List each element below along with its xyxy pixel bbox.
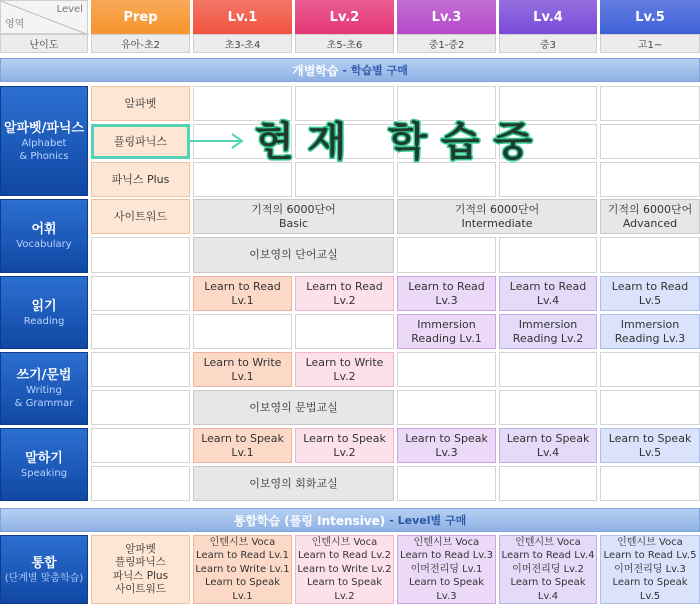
course-immersion-lv3[interactable]: Immersion Reading Lv.3 — [600, 314, 700, 349]
course-speak-lv1[interactable]: Learn to Speak Lv.1 — [193, 428, 292, 463]
band-individual-title: 개별학습 — [292, 63, 339, 78]
category-vocab — [0, 199, 88, 273]
category-speaking-en: Speaking — [20, 467, 68, 479]
corner-area-label: 영역 — [5, 19, 25, 30]
empty-cell — [397, 162, 496, 197]
category-integrated — [0, 535, 88, 604]
course-immersion-lv1[interactable]: Immersion Reading Lv.1 — [397, 314, 496, 349]
empty-cell — [499, 390, 597, 425]
course-sight-words[interactable]: 사이트워드 — [91, 199, 190, 234]
level-header-1: Lv.1 — [193, 0, 292, 34]
empty-cell — [600, 124, 700, 159]
empty-cell — [397, 237, 496, 273]
level-sub-0: 유아-초2 — [91, 34, 190, 53]
category-vocab-ko: 어휘 — [31, 222, 57, 237]
empty-cell — [397, 352, 496, 387]
course-read-lv1[interactable]: Learn to Read Lv.1 — [193, 276, 292, 311]
empty-cell — [295, 314, 394, 349]
category-reading-en: Reading — [23, 315, 65, 327]
course-word-class[interactable]: 이보영의 단어교실 — [193, 237, 394, 273]
empty-cell — [499, 352, 597, 387]
category-vocab-en: Vocabulary — [16, 239, 72, 250]
empty-cell — [499, 466, 597, 501]
difficulty-label: 난이도 — [0, 34, 88, 53]
level-sub-2: 초5-초6 — [295, 34, 394, 53]
empty-cell — [600, 390, 700, 425]
band-integrated — [0, 508, 700, 532]
course-speak-lv4[interactable]: Learn to Speak Lv.4 — [499, 428, 597, 463]
course-write-lv2[interactable]: Learn to Write Lv.2 — [295, 352, 394, 387]
level-sub-3: 중1-중2 — [397, 34, 496, 53]
empty-cell — [91, 352, 190, 387]
empty-cell — [397, 466, 496, 501]
empty-cell — [600, 237, 700, 273]
course-speak-lv5[interactable]: Learn to Speak Lv.5 — [600, 428, 700, 463]
category-speaking-ko: 말하기 — [25, 450, 63, 466]
course-grammar-class[interactable]: 이보영의 문법교실 — [193, 390, 394, 425]
empty-cell — [91, 276, 190, 311]
course-intensive-lv1[interactable]: 인텐시브 Voca Learn to Read Lv.1 Learn to Write Lv.1 Learn to Speak Lv.1 — [193, 535, 292, 604]
now-studying-label: 현재 학습중 — [255, 119, 547, 165]
empty-cell — [91, 466, 190, 501]
band-integrated-accent: - Level별 구매 — [389, 514, 467, 527]
empty-cell — [193, 86, 292, 121]
course-immersion-lv2[interactable]: Immersion Reading Lv.2 — [499, 314, 597, 349]
course-6000-advanced[interactable]: 기적의 6000단어 Advanced — [600, 199, 700, 234]
course-intensive-lv4[interactable]: 인텐시브 Voca Learn to Read Lv.4 이머전리딩 Lv.2 Learn to Speak Lv.4 — [499, 535, 597, 604]
course-intensive-lv5[interactable]: 인텐시브 Voca Learn to Read Lv.5 이머전리딩 Lv.3 Learn to Speak Lv.5 — [600, 535, 700, 604]
empty-cell — [193, 314, 292, 349]
level-header-0: Prep — [91, 0, 190, 34]
category-phonics — [0, 86, 88, 196]
category-integrated-ko: 통합 — [31, 555, 57, 571]
category-writing — [0, 352, 88, 425]
category-writing-en: Writing & Grammar — [14, 385, 74, 409]
level-sub-1: 초3-초4 — [193, 34, 292, 53]
category-phonics-ko: 알파벳/파닉스 — [3, 120, 85, 136]
empty-cell — [91, 390, 190, 425]
arrow-right-icon — [188, 128, 250, 154]
course-6000-intermediate[interactable]: 기적의 6000단어 Intermediate — [397, 199, 597, 234]
empty-cell — [91, 428, 190, 463]
course-6000-basic[interactable]: 기적의 6000단어 Basic — [193, 199, 394, 234]
level-header-4: Lv.4 — [499, 0, 597, 34]
empty-cell — [600, 352, 700, 387]
course-intensive-prep[interactable]: 알파벳 플링파닉스 파닉스 Plus 사이트워드 — [91, 535, 190, 604]
category-writing-ko: 쓰기/문법 — [16, 368, 72, 383]
course-phonics-plus[interactable]: 파닉스 Plus — [91, 162, 190, 197]
band-individual — [0, 58, 700, 82]
course-read-lv5[interactable]: Learn to Read Lv.5 — [600, 276, 700, 311]
course-read-lv4[interactable]: Learn to Read Lv.4 — [499, 276, 597, 311]
empty-cell — [397, 86, 496, 121]
course-fling-phonics[interactable]: 플링파닉스 — [91, 124, 190, 159]
empty-cell — [91, 237, 190, 273]
corner-level-label: Level — [56, 4, 83, 15]
course-speak-lv2[interactable]: Learn to Speak Lv.2 — [295, 428, 394, 463]
course-alphabet[interactable]: 알파벳 — [91, 86, 190, 121]
level-header-5: Lv.5 — [600, 0, 700, 34]
band-integrated-title: 통합학습 (플링 Intensive) — [233, 513, 386, 528]
empty-cell — [600, 466, 700, 501]
level-sub-5: 고1~ — [600, 34, 700, 53]
course-intensive-lv2[interactable]: 인텐시브 Voca Learn to Read Lv.2 Learn to Write Lv.2 Learn to Speak Lv.2 — [295, 535, 394, 604]
empty-cell — [295, 86, 394, 121]
level-sub-4: 중3 — [499, 34, 597, 53]
category-speaking — [0, 428, 88, 501]
empty-cell — [499, 162, 597, 197]
corner-header — [0, 0, 88, 34]
category-reading-ko: 읽기 — [31, 298, 57, 314]
band-individual-accent: - 학습별 구매 — [342, 64, 408, 77]
category-phonics-en: Alphabet & Phonics — [19, 137, 69, 162]
category-reading — [0, 276, 88, 349]
empty-cell — [91, 314, 190, 349]
course-intensive-lv3[interactable]: 인텐시브 Voca Learn to Read Lv.3 이머전리딩 Lv.1 Learn to Speak Lv.3 — [397, 535, 496, 604]
level-header-2: Lv.2 — [295, 0, 394, 34]
category-integrated-en: (단계별 맞춤학습) — [4, 572, 84, 584]
empty-cell — [600, 162, 700, 197]
empty-cell — [600, 86, 700, 121]
level-header-3: Lv.3 — [397, 0, 496, 34]
course-speak-lv3[interactable]: Learn to Speak Lv.3 — [397, 428, 496, 463]
empty-cell — [193, 162, 292, 197]
course-read-lv3[interactable]: Learn to Read Lv.3 — [397, 276, 496, 311]
course-read-lv2[interactable]: Learn to Read Lv.2 — [295, 276, 394, 311]
course-write-lv1[interactable]: Learn to Write Lv.1 — [193, 352, 292, 387]
empty-cell — [295, 162, 394, 197]
empty-cell — [397, 390, 496, 425]
empty-cell — [499, 237, 597, 273]
course-conversation-class[interactable]: 이보영의 회화교실 — [193, 466, 394, 501]
empty-cell — [499, 86, 597, 121]
